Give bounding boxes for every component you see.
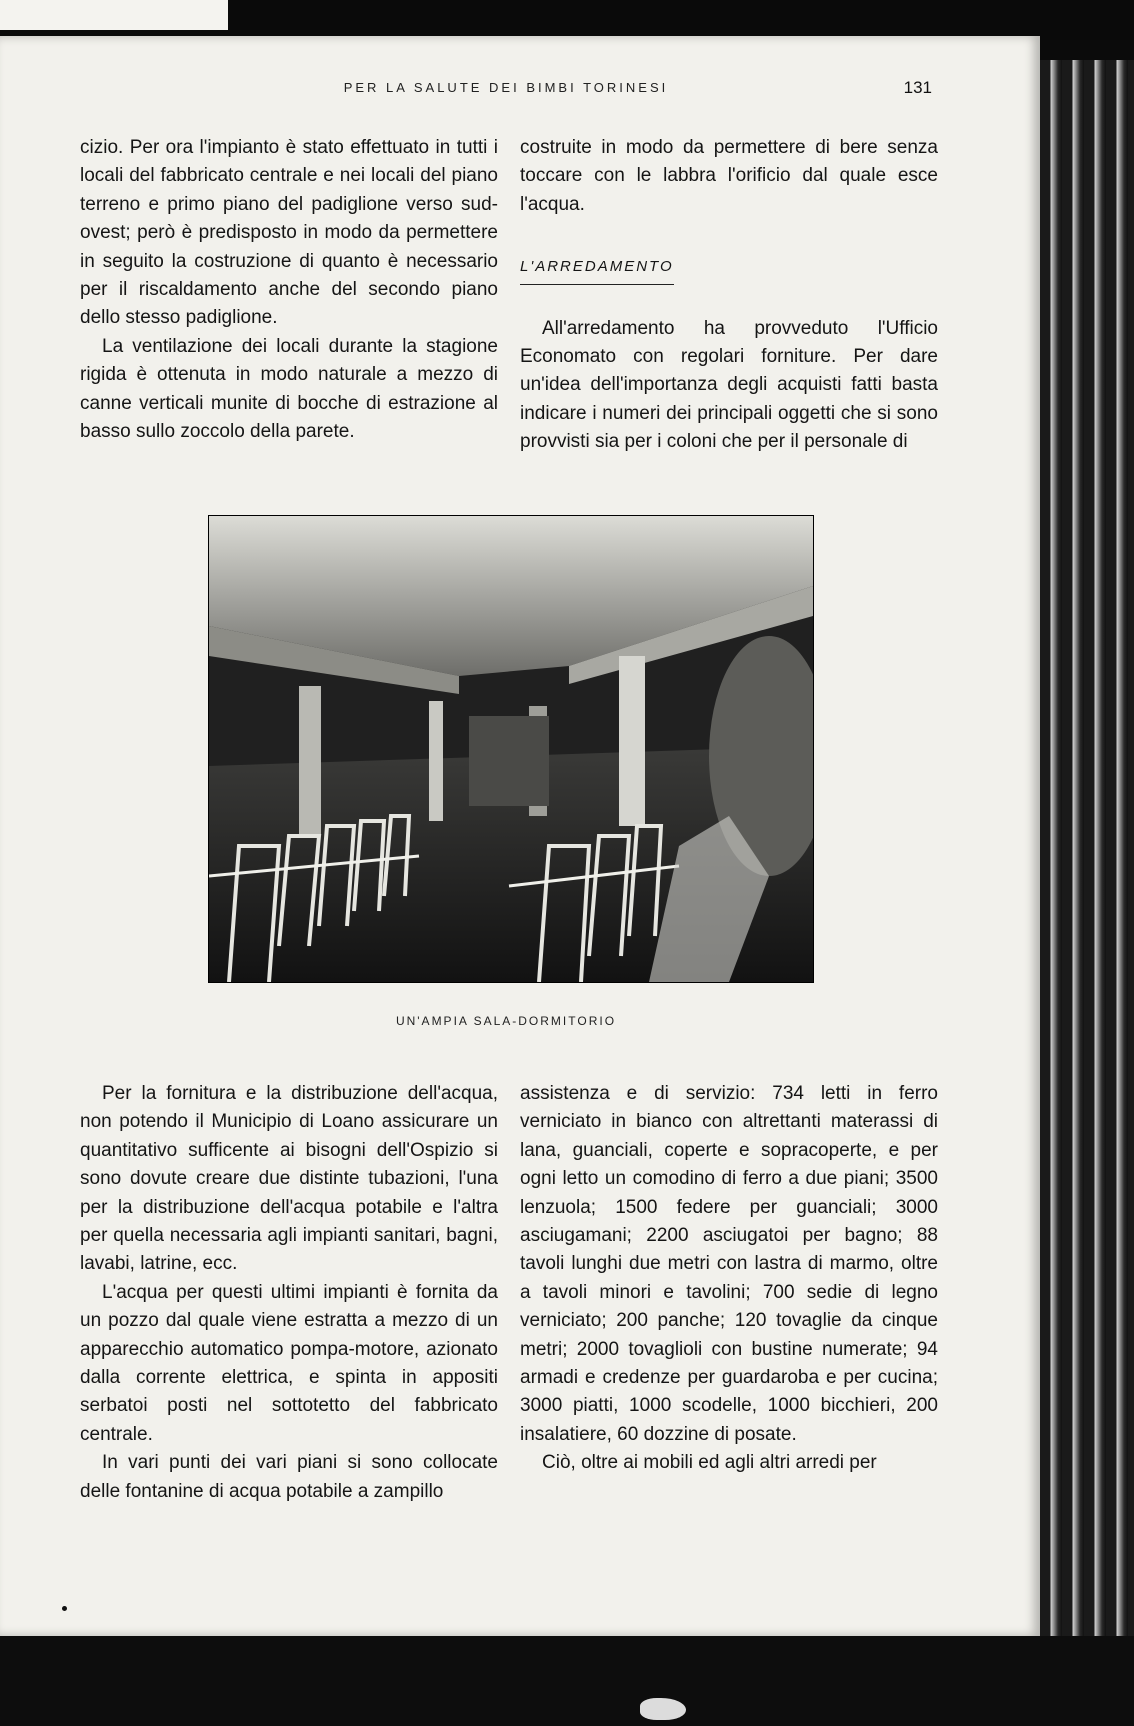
scan-bottom-border xyxy=(0,1636,1134,1726)
scan-top-border xyxy=(0,0,1134,40)
running-head: PER LA SALUTE DEI BIMBI TORINESI xyxy=(343,80,669,95)
photo-illustration xyxy=(209,516,813,982)
paragraph: L'acqua per questi ultimi impianti è fornita da un pozzo dal quale viene estratta a mezzo di un apparecchio automatico pompa-motore, azionato dalla corrente elettrica, e spinta in appositi serbatoi posti nel sottotetto del fabbricato centrale. xyxy=(80,1281,498,1445)
paragraph: Per la fornitura e la distribuzione dell'acqua, non potendo il Municipio di Loano assicurare un quantitativo sufficente ai bisogni dell'Ospizio si sono dovute creare due distinte tubazioni, l'una per la distribuzione dell'acqua potabile e l'altra per quella necessaria agli impianti sanitari, bagni, lavabi, latrine, ecc. xyxy=(80,1083,498,1275)
paragraph: assistenza e di servizio: 734 letti in ferro verniciato in bianco con altrettanti materassi di lana, guanciali, coperte e sopracoperte, e per ogni letto un comodino di ferro a due piani; 3500 lenzuola; 1500 federe per guanciali; 3000 asciugamani; 2200 asciugatoi per bagno; 88 tavoli lunghi due metri con lastra di marmo, oltre a tavoli minori e tavolini; 700 sedie di legno verniciato; 200 panche; 120 tovaglie da cinque metri; 2000 tovaglioli con bustine numerate; 94 armadi e credenze per guardaroba e per cucina; 3000 piatti, 1000 scodelle, 1000 bicchieri, 200 insalatiere, 60 dozzine di posate. xyxy=(520,1083,938,1445)
paragraph: cizio. Per ora l'impianto è stato effettuato in tutti i locali del fabbricato centrale e nei locali del piano terreno e primo piano del padiglione verso sud-ovest; però è predisposto in modo da permettere in seguito la costruzione di quanto è necessario per il riscaldamento anche del secondo piano dello stesso padiglione. xyxy=(80,137,498,329)
book-page-edges xyxy=(1040,60,1134,1640)
text-column-bottom-left xyxy=(80,1080,498,1506)
paragraph: Ciò, oltre ai mobili ed agli altri arredi per xyxy=(542,1452,877,1474)
page-number: 131 xyxy=(903,78,932,97)
text-column-bottom-right xyxy=(520,1080,938,1478)
section-heading: L'ARREDAMENTO xyxy=(520,253,674,284)
text-column-top-left xyxy=(80,134,498,446)
scan-top-notch xyxy=(0,0,228,30)
ink-speck xyxy=(62,1606,67,1611)
text-column-top-right xyxy=(520,134,938,457)
figure-caption: UN'AMPIA SALA-DORMITORIO xyxy=(395,1014,617,1028)
paragraph: La ventilazione dei locali durante la stagione rigida è ottenuta in modo naturale a mezzo di canne verticali munite di bocche di estrazione al basso sullo zoccolo della parete. xyxy=(80,335,498,443)
dormitory-photograph xyxy=(208,515,814,983)
paragraph: All'arredamento ha provveduto l'Ufficio Economato con regolari forniture. Per dare un'idea dell'importanza degli acquisti fatti basta indicare i numeri dei principali oggetti che si sono provvisti sia per i coloni che per il personale di xyxy=(520,317,938,453)
paragraph: In vari punti dei vari piani si sono collocate delle fontanine di acqua potabile a zampillo xyxy=(80,1452,498,1502)
scan-artifact xyxy=(640,1698,686,1720)
paragraph: costruite in modo da permettere di bere senza toccare con le labbra l'orificio dal quale esce l'acqua. xyxy=(520,137,938,215)
